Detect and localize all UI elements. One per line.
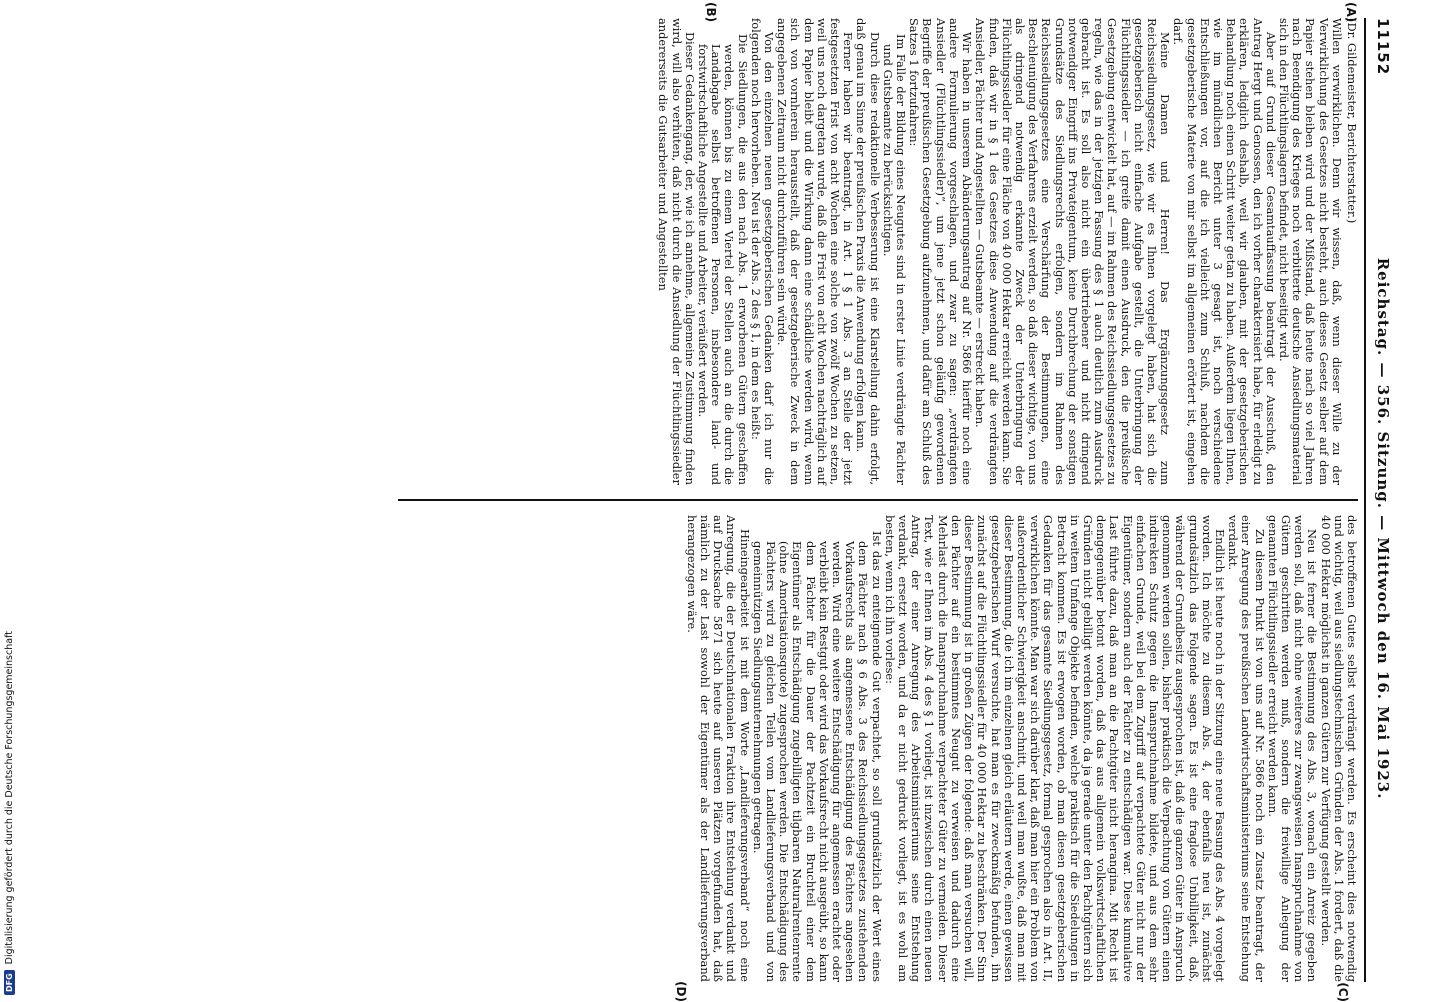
margin-marker-a: (A) [1344, 2, 1358, 23]
paragraph: Aber auf Grund dieser Gesamtauffassung beantragt der Ausschuß, den Antrag Hergt und Genossen, den ich vorher charakterisiert habe, für erledigt zu erklären, lediglich deshalb, weil wir glauben, mit der gesetzgeberischen Behandlung noch einen Schritt weiter getan zu haben. Außerdem liegen Ihnen, wie im mündlichen Bericht unter 3 gesagt ist, noch verschiedene Entschließungen vor, auf die ich vielleicht zum Schluß, nachdem die gesetzgeberische Materie von mir selbst im allgemeinen erörtert ist, eingehen darf. [1171, 18, 1278, 485]
paragraph: Ferner haben wir beantragt, in Art. 1 § 1 Abs. 3 an Stelle der jetzt festgesetzten Frist von acht Wochen eine solche von zwölf Wochen zu setzen, weil uns noch dargetan wurde, daß die Frist von acht Wochen nachträglich auf dem Papier bleibt und die Wirkung dann eine schädliche werden wird, wenn sich von vornherein herausstellt, daß der gesetzgeberische Zweck in dem angegebenen Zeitraum nicht durchzuführen sein würde. [775, 18, 856, 485]
column-divider [398, 499, 1358, 501]
running-title: Reichstag. — 356. Sitzung. — Mittwoch den 16. Mai 1923. [1374, 257, 1392, 800]
page-header [1364, 18, 1392, 982]
digitization-footer [4, 631, 15, 995]
paragraph: Von den einzelnen neuen gesetzgeberischen Gedanken darf ich nur die folgenden noch hervorheben. Neu ist der Abs. 2 des § 1, in dem es heißt: [748, 18, 777, 485]
paragraph: Hineingearbeitet ist mit dem Worte „Landlieferungsverband“ noch eine Anregung, die der Deutschnationalen Fraktion ihre Entstehung verdankt und auf Drucksache 5871 sich heute auf unseren Plätzen vorgefunden hat, daß nämlich zu der Last sowohl der Eigentümer als der Landlieferungsverband herangezogen wäre. [684, 514, 752, 982]
speaker-line: (Dr. Gildemeister, Berichterstatter.) [1345, 18, 1359, 224]
dfg-logo: DFG [4, 970, 15, 995]
quoted-paragraph: Im Falle der Bildung eines Neugutes sind in erster Linie verdrängte Pächter und Gutsbeamte zu berücksichtigen. [880, 34, 909, 485]
paragraph: des betroffenen Gutes selbst verdrängt werden. Es erscheint dies notwendig und wichtig, weil aus siedlungstechnischen Gründen der Abs. 1 fordert, daß die 40 000 Hektar möglichst in ganzen Gütern zur Verfügung gestellt werden. [1318, 514, 1359, 982]
paragraph: Wir haben in unserem Abänderungsantrag auf Nr. 5866 hierfür noch eine andere Formulierung vorgeschlagen, und zwar zu sagen: „verdrängten Ansiedler (Flüchtlingssiedler)“, um jene jetzt schon geläufig gewordenen Begriffe der preußischen Gesetzgebung aufzunehmen, und dafür am Schluß des Satzes 1 fortzufahren: [907, 18, 975, 485]
paragraph: Willen verwirklichen. Denn wir wissen, daß, wenn dieser Wille zu der Verwirklichung des Gesetzes nicht besteht, auch dieses Gesetz selber auf dem Papier stehen bleiben wird und der Mißstand, daß heute nach so viel Jahren nach Beendigung des Krieges noch verbitterte deutsche Ansiedlungsmaterial sich in den Flüchtlingslagern befindet, nicht beseitigt wird. [1276, 18, 1344, 485]
quoted-paragraph: Die Siedlungen, die aus den nach Abs. 1 erworbenen Gütern geschaffen werden, können bis zu einem Viertel der Stellen auch an die durch die Landabgabe selbst betroffenen Personen, insbesondere land- und forstwirtschaftliche Angestellte und Arbeiter, veräußert werden. [696, 34, 750, 485]
left-column [398, 18, 1358, 485]
right-column [398, 515, 1358, 982]
paragraph: Meine Damen und Herren! Das Ergänzungsgesetz zum Reichssiedlungsgesetz, wie wir es Ihnen vorgelegt haben, hat sich die gesetzgeberisch nicht einfache Aufgabe gestellt, die Unterbringung der Flüchtlingssiedler — ich greife damit einen Ausdruck, den die preußische Gesetzgebung entwickelt hat, auf — im Rahmen des Reichssiedlungsgesetzes zu regeln, wie das in der jetzigen Fassung des § 1 auch deutlich zum Ausdruck gebracht ist. Es soll also nicht ein übertriebener und nicht dringend notwendiger Eingriff ins Privateigentum, keine Durchbrechung der sonstigen Grundsätze des Siedlungsrechts erfolgen, sondern im Rahmen des Reichssiedlungsgesetzes eine Verschärfung der Bestimmungen, eine Beschleunigung des Verfahrens erzielt werden, so daß dieser wichtige, von uns als dringend notwendig erkannte Zweck der Unterbringung der Flüchtlingssiedler für eine Fläche von 40 000 Hektar erreicht werden kann. Sie finden, daß wir in § 1 des Gesetzes diese Anwendung auf die verdrängten Ansiedler, Pächter und Angestellten — Gutsbeamte — erstreckt haben. [973, 18, 1173, 485]
paragraph: Durch diese redaktionelle Verbesserung ist eine Klarstellung dahin erfolgt, daß genau im Sinne der preußischen Praxis die Anwendung erfolgen kann. [854, 18, 882, 485]
margin-marker-c: (C) [1336, 982, 1350, 1002]
page-number: 11152 [1374, 18, 1392, 76]
margin-marker-d: (D) [674, 981, 688, 1002]
paragraph: Endlich ist heute noch in der Sitzung eine neue Fassung des Abs. 4 vorgelegt worden. Ich möchte zu diesem Abs. 4, der ebenfalls neu ist, zunächst grundsätzlich das Folgende sagen. Es ist eine fraglose Unbilligkeit, daß, während der Grundbesitz ausgesprochen ist, daß die ganzen Güter in Anspruch genommen werden sollen, bisher praktisch die Verpachtung von Gütern einen indirekten Schutz gegen die Inanspruchnahme bildete, und aus dem sehr einfachen Grunde, weil bei dem Zugriff auf verpachtete Güter nicht nur der Eigentümer, sondern auch der Pächter zu entschädigen war. Diese kumulative Last führte dazu, daß man an die Pachtgüter nicht herangina. Mit Recht ist demgegenüber betont worden, daß das aus allgemein volkswirtschaftlichen Gründen nicht gebilligt werden könnte, da ja gerade unter den Pachtgütern sich in weitem Umfange Objekte befinden, welche praktisch für die Siedelungen in Betracht kommen. Es ist erwogen worden, ob man diesen gesetzgeberischen Gedanken für das gesamte Siedlungsgesetz, formal gesprochen also in Art. II, verwirklichen könnte. Man war sich darüber klar, daß man hier ein Problem von außerordentlicher Schwierigkeit anschnitt, und weil man wußte, daß man mit dieser Bestimmung, die ich im einzelnen gleich erläutern werde, einen gewissen gesetzgeberischen Wurf versuchte, hat man es für zweckmäßig befunden, ihn zunächst auf die Flüchtlingssiedler für 40 000 Hektar zu beschränken. Der Sinn dieser Bestimmung ist in großen Zügen der folgende: daß man versuchen will, den Pächter auf ein bestimmtes Neugut zu verweisen und dadurch eine Mehrlast durch die Inanspruchnahme verpachteter Güter zu vermeiden. Dieser Text, wie er Ihnen im Abs. 4 des § 1 vorliegt, ist inzwischen durch einen neuen Antrag, der einer Anregung des Arbeitsministeriums seine Entstehung verdankt, ersetzt worden, und da er nicht gedruckt vorliegt, ist es wohl am besten, wenn ich ihn vorlese: [882, 514, 1227, 982]
text-columns [398, 2, 1359, 1002]
quoted-paragraph: Ist das zu enteignende Gut verpachtet, so soll grundsätzlich der Wert eines dem Pächter nach § 6 Abs. 3 des Reichssiedlungsgesetzes zustehenden Vorkaufsrechts als angemessene Entschädigung des Pächters angesehen werden. Wird eine weitere Entschädigung für angemessen erachtet oder verbleibt kein Restgut oder wird das Vorkaufsrecht nicht ausgeübt, so kann dem Pächter für die Dauer der Pachtzeit ein Bruchteil einer dem Eigentümer als Entschädigung zugebilligten tilgbaren Naturalrentenrente (ohne Amortisationsquote) zugesprochen werden. Die Entschädigung des Pächters wird zu gleichen Teilen vom Landlieferungsverband und von gemeinnützigen Siedlungsunternehmungen getragen. [750, 530, 884, 982]
paragraph: Zu diesem Punkt ist von uns auf Nr. 5866 noch ein Zusatz beantragt, der einer Anregung des preußischen Landwirtschaftsministeriums seine Entstehung verdankt. [1226, 514, 1267, 982]
paragraph: Dieser Gedankengang, der, wie ich annehme, allgemeine Zustimmung finden wird, will also verhüten, daß nicht durch die Ansiedlung der Flüchtlingssiedler andererseits die Gutsarbeiter und Angestellten [656, 18, 697, 485]
paragraph: Neu ist ferner die Bestimmung des Abs. 3, wonach ein Anreiz gegeben werden soll, daß nicht ohne weiteres zur zwangsweisen Inanspruchnahme von Gütern geschritten werden muß, sondern die freiwillige Anlegung der genannten Flüchtlingssiedler erreicht werden kann. [1265, 514, 1320, 982]
footer-text: Digitalisierung gefördert durch die Deutsche Forschungsgemeinschaft [4, 631, 15, 965]
margin-marker-b: (B) [704, 2, 718, 23]
